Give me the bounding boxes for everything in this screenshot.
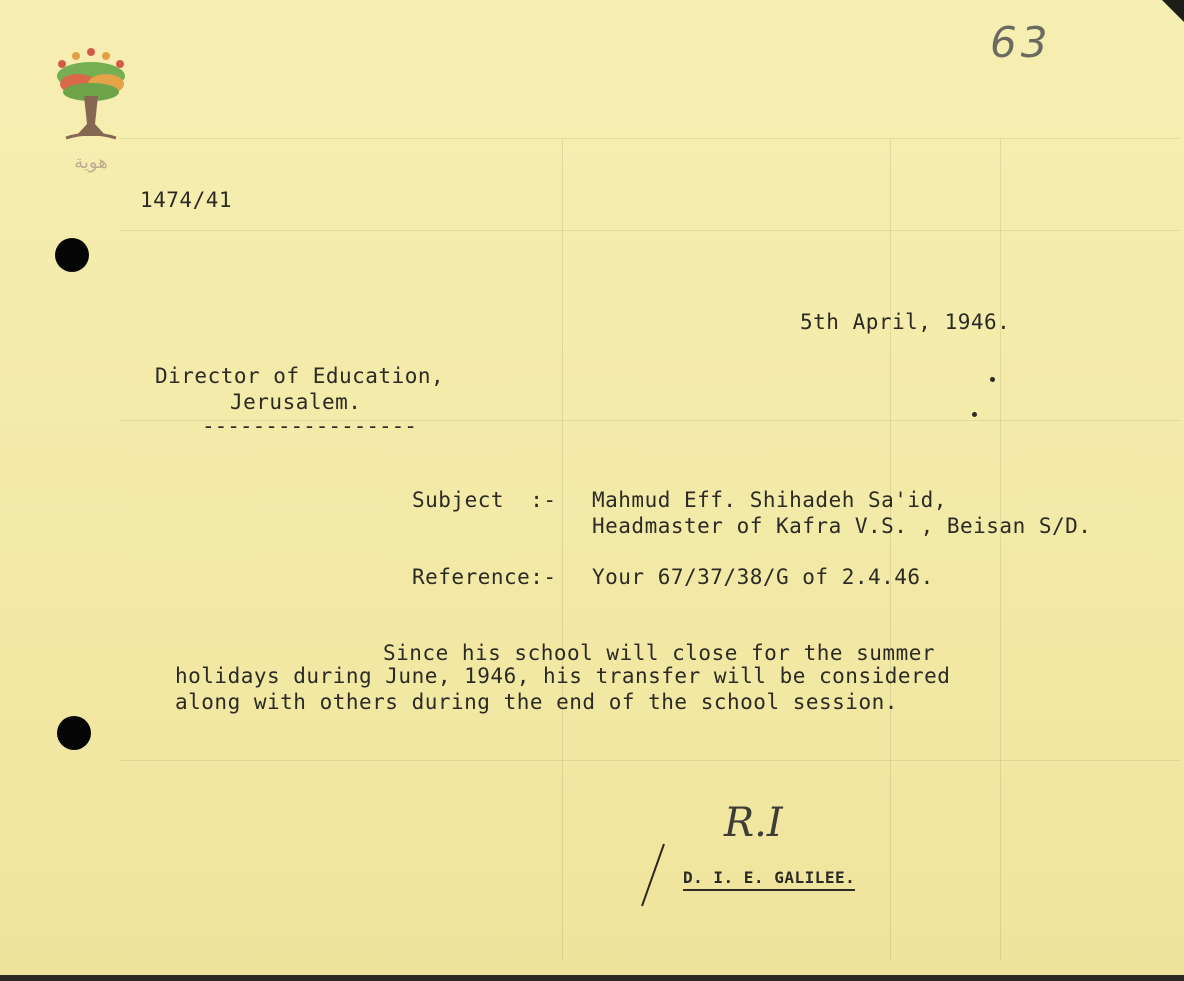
recipient-line-2: Jerusalem. — [230, 390, 362, 414]
recipient-line-1: Director of Education, — [155, 364, 445, 388]
page-bottom-edge — [0, 975, 1184, 981]
punch-hole-icon — [57, 716, 91, 750]
punch-hole-icon — [55, 238, 89, 272]
body-line-1: Since his school will close for the summer — [383, 641, 936, 665]
ink-dot — [990, 377, 995, 382]
page-number: 63 — [990, 18, 1052, 67]
ink-dot — [972, 412, 977, 417]
body-line-3: along with others during the end of the school session. — [175, 690, 898, 714]
ledger-line — [120, 760, 1180, 761]
corner-fold — [1162, 0, 1184, 22]
letter-date: 5th April, 1946. — [800, 310, 1011, 334]
signature-stroke — [638, 840, 668, 910]
handwritten-initials: R.I — [724, 800, 783, 846]
signature-block: D. I. E. GALILEE. — [683, 868, 855, 891]
file-number: 1474/41 — [140, 188, 233, 212]
svg-text:هوية: هوية — [74, 152, 108, 173]
reference-value: Your 67/37/38/G of 2.4.46. — [592, 565, 934, 589]
subject-line-1: Mahmud Eff. Shihadeh Sa'id, — [592, 488, 947, 512]
ledger-line — [120, 230, 1180, 231]
ledger-column-line — [1000, 140, 1001, 960]
body-line-2: holidays during June, 1946, his transfer will be considered — [175, 664, 951, 688]
ledger-column-line — [562, 140, 563, 960]
ledger-line — [120, 138, 1180, 139]
recipient-underline: ----------------- — [202, 414, 417, 438]
ledger-column-line — [890, 140, 891, 960]
tree-logo-icon — [48, 34, 134, 194]
reference-label: Reference:- — [412, 565, 557, 589]
subject-line-2: Headmaster of Kafra V.S. , Beisan S/D. — [592, 514, 1092, 538]
subject-label: Subject :- — [412, 488, 557, 512]
